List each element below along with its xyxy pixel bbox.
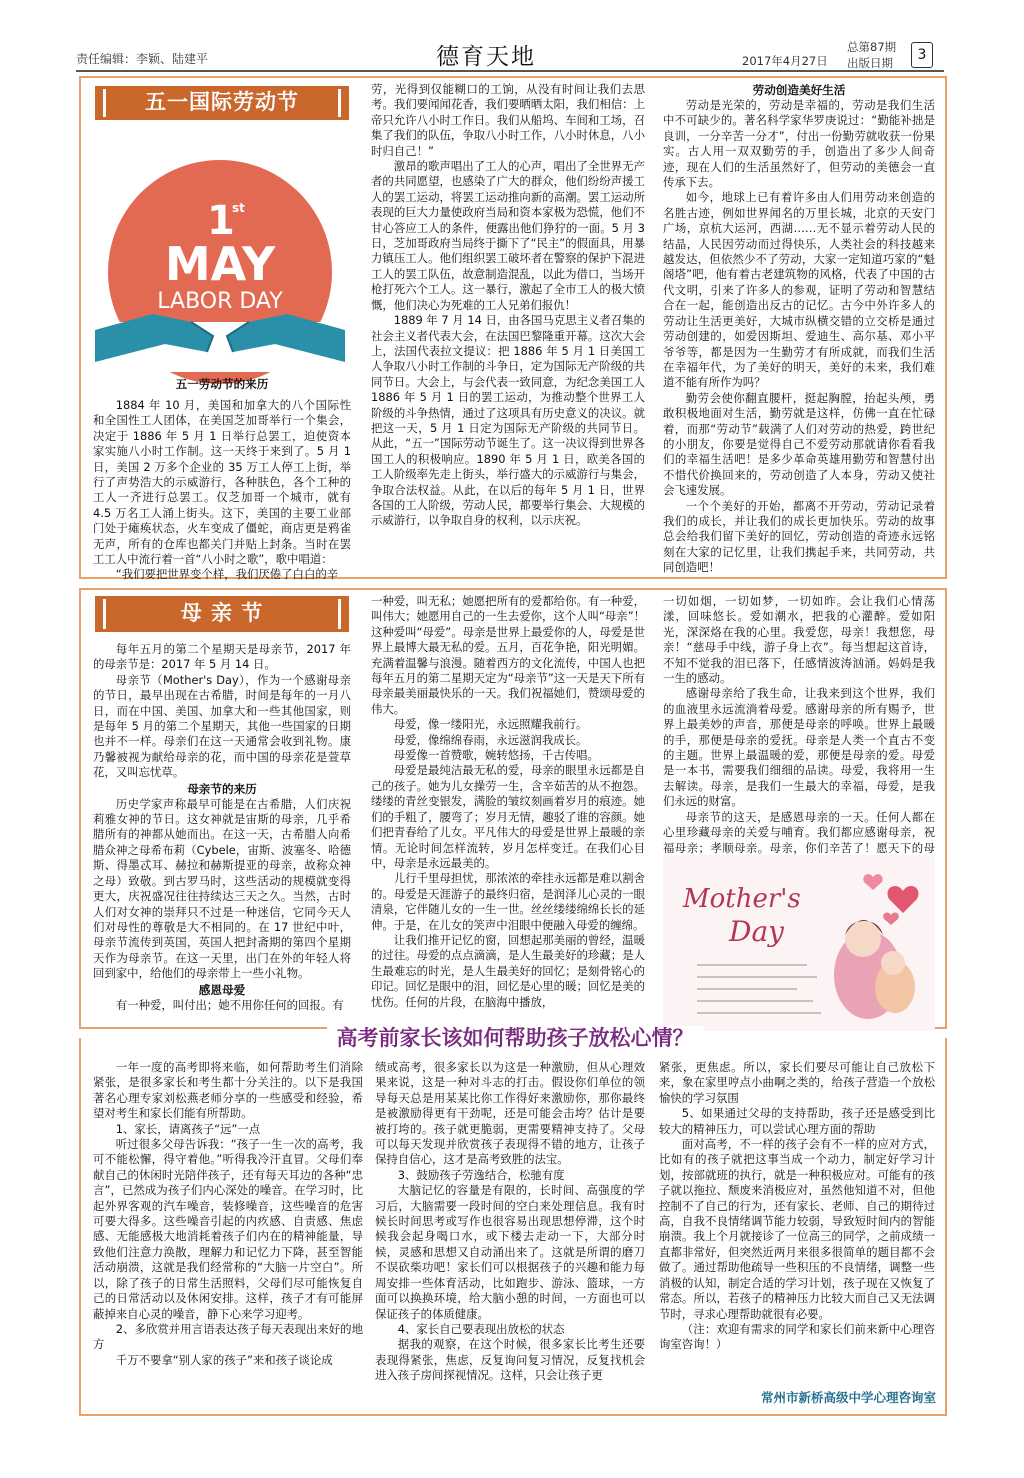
mother-col2-paragraph: 儿行千里母担忧，那浓浓的牵挂永远都是难以割舍的。母爱是天涯游子的最终归宿，是润泽儿心灵的一眼清泉，它伴随儿女的一生一世。丝丝缕缕绵绵长长的延伸。于是，在儿女的笑声中泪眼中便融入母爱的缠绵。 xyxy=(371,871,645,932)
exam-section xyxy=(79,1026,947,1416)
mother-column-1 xyxy=(93,642,351,1027)
issue-total: 总第87期 xyxy=(847,40,897,54)
card-title-line-2: Day xyxy=(729,915,784,948)
mother-col1-paragraph: 历史学家声称最早可能是在古希腊，人们庆祝莉雅女神的节日。这女神就是宙斯的母亲，几乎希腊所有的神都从她而出。在这一天，古希腊人向希腊众神之母希布莉（Cybele，宙斯、波塞冬、哈德斯、得墨忒耳、赫拉和赫斯提亚的母亲，故称众神之母）致敬。到古罗马时，这些活动的规模就变得更大，庆祝盛况往往持续达三天之久。当然，古时人们对女神的崇拜只不过是一种迷信，它同今天人们对母性的尊敬是大不相同的。在 17 世纪中叶，母亲节流传到英国，英国人把封斋期的第四个星期天作为母亲节。在这一天里，出门在外的年轻人将回到家中，给他们的母亲带上一些小礼物。 xyxy=(93,796,351,981)
mother-col1-paragraph: 母亲节（Mother's Day），作为一个感谢母亲的节日，最早出现在古希腊，时间是每年的一月八日，而在中国、美国、加拿大和一些其他国家，则是每年 5 月的第二个星期天，其他一些国家的日期也并不一样。母亲们在这一天通常会收到礼物。康乃馨被视为献给母亲的花，而中国的母亲花是萱草花，又叫忘忧草。 xyxy=(93,672,351,780)
exam-col2-subtitle: 4、家长自己要表现出放松的状态 xyxy=(397,1321,565,1336)
exam-col1-paragraph: 听过很多父母告诉我：“孩子一生一次的高考，我可不能松懈，得守着他。”听得我冷汗直冒。父母们奉献自己的休闲时光陪伴孩子，还有每天耳边的各种“忠言”，已然成为孩子们内心深处的噪音。在学习时，比起外界客观的汽车噪音，装修噪音，这些噪音的危害可要大得多。这些噪音引起的内疚感、自责感、焦虑感、无能感极大地消耗着孩子们内在的精神能量，导致他们注意力涣散，理解力和记忆力下降，甚至智能活动崩溃，这就是我们经常称的“大脑一片空白”。所以，除了孩子的日常生活照料，父母们尽可能恢复自己的日常活动以及休闲安排。这样，孩子才有可能屏蔽掉来自心灵的噪音，静下心来学习迎考。 xyxy=(93,1137,363,1321)
exam-title: 高考前家长该如何帮助孩子放松心情？ xyxy=(327,1026,704,1050)
labor-col3-paragraph: 一个个美好的开始，都离不开劳动，劳动记录着我们的成长，并让我们的成长更加快乐。劳动的故事总会给我们留下美好的回忆，劳动创造的奇迹永远铭刻在大家的记忆里，让我们携起手来，共同劳动，共同创造吧！ xyxy=(663,498,935,575)
exam-col2-paragraph: 据我的观察，在这个时候，很多家长比考生还要表现得紧张，焦虑，反复询问复习情况，反复找机会进入孩子房间探视情况。这样，只会让孩子更 xyxy=(375,1337,645,1383)
mother-col3-paragraph: 一切如烟，一切如梦，一切如昨。会让我们心情荡漾，回味悠长。爱如潮水，把我的心灌醉。爱如阳光，深深烙在我的心里。我爱您，母亲！我想您，母亲！“慈母手中线，游子身上衣”。每当想起这首诗，不知不觉我的泪已落下，任感情波涛汹涌。妈妈是我一生的感动。 xyxy=(663,594,935,686)
labor-life-title: 劳动创造美好生活 xyxy=(752,83,846,97)
page-header xyxy=(76,38,944,72)
exam-title-bar xyxy=(81,1022,949,1052)
mother-col1-paragraph: 每年五月的第二个星期天是母亲节，2017 年的母亲节是：2017 年 5 月 14 日。 xyxy=(93,642,351,672)
labor-day-banner xyxy=(95,86,349,120)
labor-col3-paragraph: 如今，地球上已有着许多由人们用劳动来创造的名胜古迹，例如世界闻名的万里长城，北京的天安门广场，京杭大运河，西湖……无不显示着劳动人民的结晶，人民因劳动而过得快乐，人类社会的科技越来越发达，但依然少不了劳动，大家一定知道巧家的“魁阁塔”吧，他有着古老建筑物的风格，代表了中国的古代文明，引来了许多人的参观，证明了劳动和智慧结合在一起，能创造出反古的记忆。古今中外许多人的劳动让生活更美好，大城市纵横交错的立交桥是通过劳动创建的，如爱因斯坦、爱迪生、高尔基、邓小平爷爷等，都是因为一生勤劳才有所成就，而我们生活在幸福年代，为了美好的明天，美好的未来，我们难道不能有所作为吗？ xyxy=(663,190,935,390)
labor-col2-paragraph: 1889 年 7 月 14 日，由各国马克思主义者召集的社会主义者代表大会，在法国巴黎隆重开幕。这次大会上，法国代表拉文提议：把 1886 年 5 月 1 日美国工人争取八小时工作制的斗争日，定为国际无产阶级的共同节日。大会上，与会代表一致同意，为纪念美国工人 1886 年 5 月 1 日的罢工运动，为推动整个世界工人阶级的斗争热情，通过了这项具有历史意义的决议。就把这一天，5 月 1 日定为国际无产阶级的共同节日。从此，“五一”国际劳动节诞生了。这一决议得到世界各国工人的积极响应。1890 年 5 月 1 日，欧美各国的工人阶级率先走上街头，举行盛大的示威游行与集会，争取合法权益。从此，在以后的每年 5 月 1 日，世界各国的工人阶级，劳动人民，都要举行集会、大规模的示威游行，以争取自身的权利，以示庆祝。 xyxy=(371,313,645,528)
labor-column-3 xyxy=(663,82,935,576)
mother-col2-paragraph: 母爱是最纯洁最无私的爱，母亲的眼里永远都是自己的孩子。她为儿女操劳一生，含辛茹苦的从不抱怨。缕缕的青丝变银发，满脸的皱纹刻画着岁月的痕迹。她们的手粗了，腰弯了；岁月无情，趣驳了谁的容颜。她们把青春给了儿女。平凡伟大的母爱是世界上最暖的亲情。无论时间怎样流转，岁月怎样变迁。在我们心目中，母亲是永远最美的。 xyxy=(371,763,645,870)
issue-label: 出版日期 xyxy=(847,56,893,70)
mother-col2-paragraph: 母爱像一首赞歌，婉转悠扬，千古传唱。 xyxy=(393,748,599,763)
mother-col2-paragraph: 母爱，像绵绵春雨，永远滋润我成长。 xyxy=(393,732,588,747)
card-title-line-1: Mother's xyxy=(683,884,801,914)
exam-col2-paragraph: 绩或高考，很多家长以为这是一种激励，但从心理效果来说，这是一种对斗志的打击。假设你们单位的领导每天总是用某某比你工作得好来激励你，那你最终是被激励得更有干劲呢，还是可能会击垮？估计是要被打垮的。孩子就更脆弱，更需要精神支持了。父母可以每天发现并欣赏孩子表现得不错的地方，让孩子保持自信心，这才是高考致胜的法宝。 xyxy=(375,1060,645,1167)
mothers-day-banner xyxy=(95,596,349,632)
mother-col3-paragraph: 感谢母亲给了我生命，让我来到这个世界，我们的血液里永远流淌着母爱。感谢母亲的所有赐予，世界上最美妙的声音，那便是母亲的呼唤。世界上最暖的手，那便是母亲的爱抚。母亲是人类一个直古不变的主题。世界上最温暖的爱，那便是母亲的爱。母爱是一本书，需要我们细细的品读。母爱，我将用一生去解读。母亲，是我们一生最大的幸福，母爱，是我们永远的财富。 xyxy=(663,686,935,809)
exam-col3-paragraph: 面对高考，不一样的孩子会有不一样的应对方式，比如有的孩子就把这事当成一个动力，制定好学习计划，按部就班的执行，就是一种积极应对。可能有的孩子就以拖拉、颓废来消极应对，虽然他知道不对，但他控制不了自己的行为，还有家长、老师、自己的期待过高，自我不良情绪调节能力较弱，导致短时间内的智能崩溃。我上个月就接诊了一位高三的同学，之前成绩一直都非常好，但突然近两月来很多很简单的题目都不会做了。通过帮助他疏导一些积压的不良情绪，调整一些消极的认知，制定合适的学习计划，孩子现在又恢复了常态。所以，若孩子的精神压力比较大而自己又无法调节时，寻求心理帮助就很有必要。 xyxy=(659,1137,935,1321)
labor-col1-paragraph: “我们要把世界变个样，我们厌倦了白白的辛 xyxy=(115,567,339,582)
child-head xyxy=(881,951,905,975)
mother-love-title: 感恩母爱 xyxy=(198,982,246,997)
labor-day-caption: LABOR DAY xyxy=(157,289,283,314)
paper-name: 德育天地 xyxy=(436,44,536,70)
exam-col2-subtitle: 3、鼓励孩子劳逸结合，松驰有度 xyxy=(397,1167,565,1182)
labor-col3-paragraph: 勤劳会使你翻直腰杆，挺起胸膛，抬起头颅，勇敢积极地面对生活，勤劳就是这样，仿佛一直在忙碌着，而那“劳动节”载满了人们对劳动的热爱，跨世纪的小朋友，你要是觉得自己不爱劳动那就请你看看我们的幸福生活吧！是多少革命英雄用勤劳和智慧付出不惜代价换回来的，劳动创造了人本身，劳动又使社会飞速发展。 xyxy=(663,390,935,498)
exam-col2-paragraph: 大脑记忆的容量是有限的，长时间、高强度的学习后，大脑需要一段时间的空白来处理信息。我有时候长时间思考或写作也很容易出现思想停滞，这个时候我会起身喝口水，或下楼去走动一下，大部分时候，灵感和思想又自动涌出来了。这就是所谓的磨刀不误砍柴功吧！家长们可以根据孩子的兴趣和能力每周安排一些体育活动，比如跑步、游泳、篮球，一方面可以换换环境，给大脑小憩的时间，一方面也可以保证孩子的体质健康。 xyxy=(375,1183,645,1321)
exam-column-1 xyxy=(93,1060,363,1410)
exam-column-2 xyxy=(375,1060,645,1410)
may-day-suffix: st xyxy=(232,201,245,215)
mother-col1-paragraph: 有一种爱，叫付出；她不用你任何的回报。有 xyxy=(115,997,344,1012)
exam-column-3 xyxy=(659,1060,935,1388)
labor-col1-paragraph: 1884 年 10 月，美国和加拿大的八个国际性和全国性工人团体，在美国芝加哥举行一个集会，决定于 1886 年 5 月 1 日举行总罢工，迫使资本家实施八小时工作制。这一天终于来到了。5 月 1 日，美国 2 万多个企业的 35 万工人停工上街，举行了声势浩大的示威游行，各种肤色，各个工种的工人一齐进行总罢工。仅芝加哥一个城市，就有 4.5 万名工人涌上街头。这下，美国的主要工业部门处于瘫痪状态，火车变成了僵蛇，商店更是鸦雀无声，所有的仓库也都关门并贴上封条。当时在罢工工人中流行着一首“八小时之歌”，歌中唱道： xyxy=(93,398,351,567)
issue-date: 2017年4月27日 xyxy=(742,54,828,68)
labor-col2-paragraph: 激昂的歌声唱出了工人的心声，唱出了全世界无产者的共同愿望，也感染了广大的群众，他们纷纷声援工人的罢工运动，将罢工运动推向新的高潮。罢工运动所表现的巨大力量使政府当局和资本家极为恐慌，他们不甘心答应工人的条件，便露出他们狰狞的一面。5 月 3 日，芝加哥政府当局终于撕下了“民主”的假面具，用暴力镇压工人。他们组织罢工破坏者在警察的保护下混进工人的罢工队伍，故意制造混乱，以此为借口，当场开枪打死六个工人。这一暴行，激起了全市工人的极大愤慨，他们决心为死难的工人兄弟们报仇！ xyxy=(371,159,645,312)
labor-col3-paragraph: 劳动是光荣的，劳动是幸福的，劳动是我们生活中不可缺少的。著名科学家华罗庚说过：“勤能补拙是良训，一分辛苦一分才”，付出一份勤劳就收获一份果实。古人用一双双勤劳的手，创造出了多少人间奇迹，现在人们的生活虽然好了，但劳动的美德会一直传承下去。 xyxy=(663,98,935,190)
mothers-day-card-image xyxy=(663,855,935,1031)
mother-col2-paragraph: 一种爱，叫无私；她愿把所有的爱都给你。有一种爱，叫伟大；她愿用自己的一生去爱你，这个人叫“母亲”！这种爱叫“母爱”。母亲是世界上最爱你的人，母爱是世界上最博大最无私的爱。五月，百花争艳，阳光明媚。充满着温馨与浪漫。随着西方的文化流传，中国人也把每年五月的第二星期天定为“母亲节”这一天是天下所有母亲最美丽最快乐的一天。我们祝福她们，赞颂母爱的伟大。 xyxy=(371,594,645,716)
mother-col2-paragraph: 母爱，像一缕阳光，永远照耀我前行。 xyxy=(393,717,588,732)
labor-day-section xyxy=(79,76,947,582)
exam-col1-paragraph: 千万不要拿“别人家的孩子”来和孩子谈论成 xyxy=(115,1352,333,1367)
mother-col2-paragraph: 让我们推开记忆的窗，回想起那美丽的曾经，温暖的过往。母爱的点点滴滴，是人生最美好的珍藏；是人生最难忘的时光，是人生最美好的回忆；是刻骨铭心的印记。回忆是眼中的泪，回忆是心里的暖；回忆是美的忧伤。任何的片段，在脑海中播放， xyxy=(371,932,645,1009)
mother-origin-title: 母亲节的来历 xyxy=(187,781,257,796)
editors-credit: 责任编辑：李颖、陆建平 xyxy=(76,52,209,66)
page-number: 3 xyxy=(911,42,933,68)
mother-column-2 xyxy=(371,594,645,1027)
may-day-number: 1 xyxy=(207,198,235,244)
labor-column-1 xyxy=(93,376,351,582)
labor-col2-paragraph: 劳，光得到仅能糊口的工饷，从没有时间让我们去思考。我们要闻闻花香，我们要晒晒太阳，我们相信：上帝只允许八小时工作日。我们从船坞、车间和工场，召集了我们的队伍，争取八小时工作，八小时休息，八小时归自己！” xyxy=(371,82,645,158)
exam-col1-subtitle: 1、家长，请离孩子“远”一点 xyxy=(115,1121,261,1136)
mother-column-3 xyxy=(663,594,935,855)
exam-col3-subtitle: 5、如果通过父母的支持帮助，孩子还是感受到比较大的精神压力，可以尝试心理方面的帮助 xyxy=(659,1106,935,1136)
mothers-day-banner-title: 母 亲 节 xyxy=(103,599,341,629)
exam-col3-paragraph: 紧张，更焦虑。所以，家长们要尽可能让自己放松下来，象在家里哼点小曲啊之类的，给孩子营造一个放松愉快的学习氛围 xyxy=(659,1060,935,1105)
counseling-office-credit: 常州市新桥高级中学心理咨询室 xyxy=(760,1390,936,1405)
mothers-day-section xyxy=(79,588,947,1029)
labor-column-2 xyxy=(371,82,645,576)
mother-col3-paragraph: 母亲节的这天，是感恩母亲的一天。任何人都在心里珍藏母亲的关爱与哺育。我们都应感谢母亲，祝福母亲；孝顺母亲。母亲，你们辛苦了！愿天下的母 xyxy=(663,809,935,855)
labor-day-illustration xyxy=(95,122,345,372)
may-text: MAY xyxy=(164,237,276,291)
labor-day-banner-title: 五一国际劳动节 xyxy=(103,89,341,117)
labor-origin-title: 五一劳动节的来历 xyxy=(175,377,269,391)
exam-col1-paragraph: 一年一度的高考即将来临，如何帮助考生们消除紧张，是很多家长和考生都十分关注的。以下是我国著名心理专家刘松燕老师分享的一些感受和经验，希望对考生和家长们能有所帮助。 xyxy=(93,1060,363,1121)
exam-col1-subtitle: 2、多欣赏并用言语表达孩子每天表现出来好的地方 xyxy=(93,1321,363,1352)
exam-col3-note: （注：欢迎有需求的同学和家长们前来新中心理咨询室咨询！） xyxy=(659,1321,935,1352)
